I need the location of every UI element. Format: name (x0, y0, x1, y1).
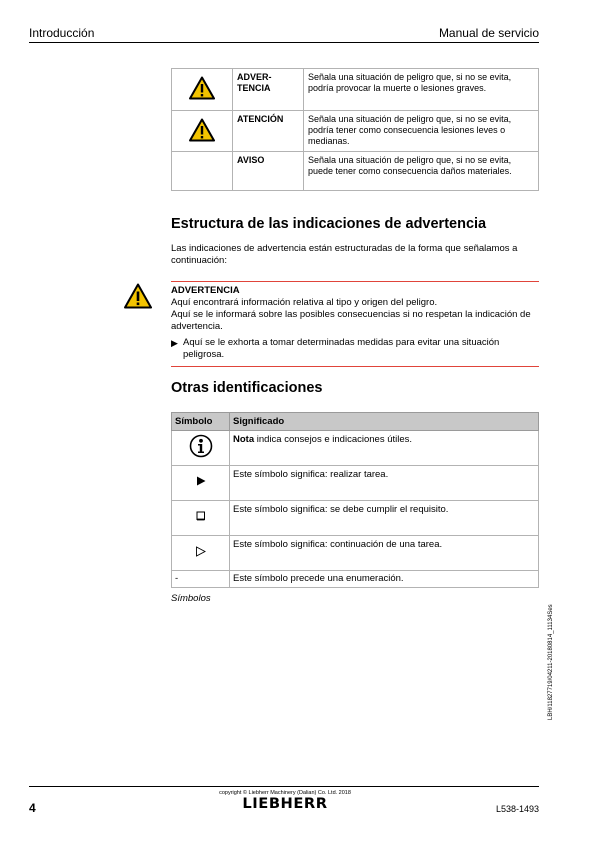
manual-title: Manual de servicio (438, 26, 539, 40)
symbol-table-header (172, 413, 539, 431)
warning-title: ADVERTENCIA (171, 285, 240, 296)
meaning-text: indica consejos e indicaciones útiles. (254, 434, 413, 445)
warning-example (171, 285, 539, 361)
section-heading-other: Otras identificaciones (171, 380, 323, 396)
symbol-cell (172, 501, 230, 536)
document-code: L538-1493 (495, 804, 539, 814)
signal-row-aviso (172, 152, 539, 191)
symbol-cell (172, 466, 230, 501)
signal-row-advertencia (172, 69, 539, 111)
structure-intro: Las indicaciones de advertencia están estructuradas de la forma que señalamos a continuación: (171, 243, 518, 266)
header-rule (29, 42, 539, 43)
section-heading-structure: Estructura de las indicaciones de advertencia (171, 216, 487, 232)
table-row (172, 431, 539, 466)
warning-action-text: Aquí se le exhorta a tomar determinadas medidas para evitar una situación peligrosa. (183, 337, 500, 360)
signal-word: ATENCIÓN (233, 111, 304, 152)
symbol-table (171, 412, 539, 588)
warning-bottom-rule (171, 366, 539, 367)
signal-word-table (171, 68, 539, 191)
warning-triangle-icon (124, 283, 152, 309)
signal-word: AVISO (233, 152, 304, 191)
warning-triangle-icon (189, 76, 215, 100)
table-caption: Símbolos (171, 593, 211, 604)
col-meaning: Significado (230, 413, 539, 431)
page-number: 4 (29, 801, 36, 815)
symbol-dash: - (172, 571, 230, 588)
warning-action (171, 337, 539, 361)
table-row (172, 466, 539, 501)
side-document-code: LBH/11827719/04211-20180814_11134Ses (548, 604, 554, 720)
col-symbol: Símbolo (172, 413, 230, 431)
section-title: Introducción (29, 26, 95, 40)
table-row (172, 536, 539, 571)
warning-hazard-text: Aquí encontrará información relativa al tipo y origen del peligro. (171, 297, 438, 308)
signal-description: Señala una situación de peligro que, si no se evita, podría tener como consecuencia lesiones leves o medianas. (304, 111, 539, 152)
signal-description: Señala una situación de peligro que, si no se evita, puede tener como consecuencia daños materiales. (304, 152, 539, 191)
symbol-cell (172, 431, 230, 466)
meaning-cell: Este símbolo significa: realizar tarea. (230, 466, 539, 501)
meaning-cell: Este símbolo significa: se debe cumplir el requisito. (230, 501, 539, 536)
meaning-cell (230, 431, 539, 466)
warning-triangle-icon (189, 118, 215, 142)
warning-top-rule (171, 281, 539, 282)
filled-triangle-icon (196, 476, 206, 486)
table-row (172, 501, 539, 536)
signal-word: ADVER- TENCIA (233, 69, 304, 111)
liebherr-logo: LIEBHERR (242, 796, 328, 812)
signal-icon-cell (172, 69, 233, 111)
signal-row-atencion (172, 111, 539, 152)
signal-icon-cell-empty (172, 152, 233, 191)
signal-icon-cell (172, 111, 233, 152)
info-icon (189, 434, 213, 458)
footer-rule (29, 786, 539, 787)
warning-consequence-text: Aquí se le informará sobre las posibles consecuencias si no respetan la indicación de advertencia. (171, 309, 531, 332)
signal-description: Señala una situación de peligro que, si no se evita, podría provocar la muerte o lesiones graves. (304, 69, 539, 111)
filled-triangle-icon: ▶ (171, 338, 178, 348)
copyright: copyright © Liebherr Machinery (Dalian) Co. Ltd. 2018 (219, 790, 351, 796)
meaning-cell: Este símbolo precede una enumeración. (230, 571, 539, 588)
checkbox-icon (196, 511, 206, 521)
meaning-cell: Este símbolo significa: continuación de una tarea. (230, 536, 539, 571)
note-label: Nota (233, 434, 255, 445)
symbol-cell (172, 536, 230, 571)
outline-triangle-icon (195, 546, 206, 557)
table-row (172, 571, 539, 588)
